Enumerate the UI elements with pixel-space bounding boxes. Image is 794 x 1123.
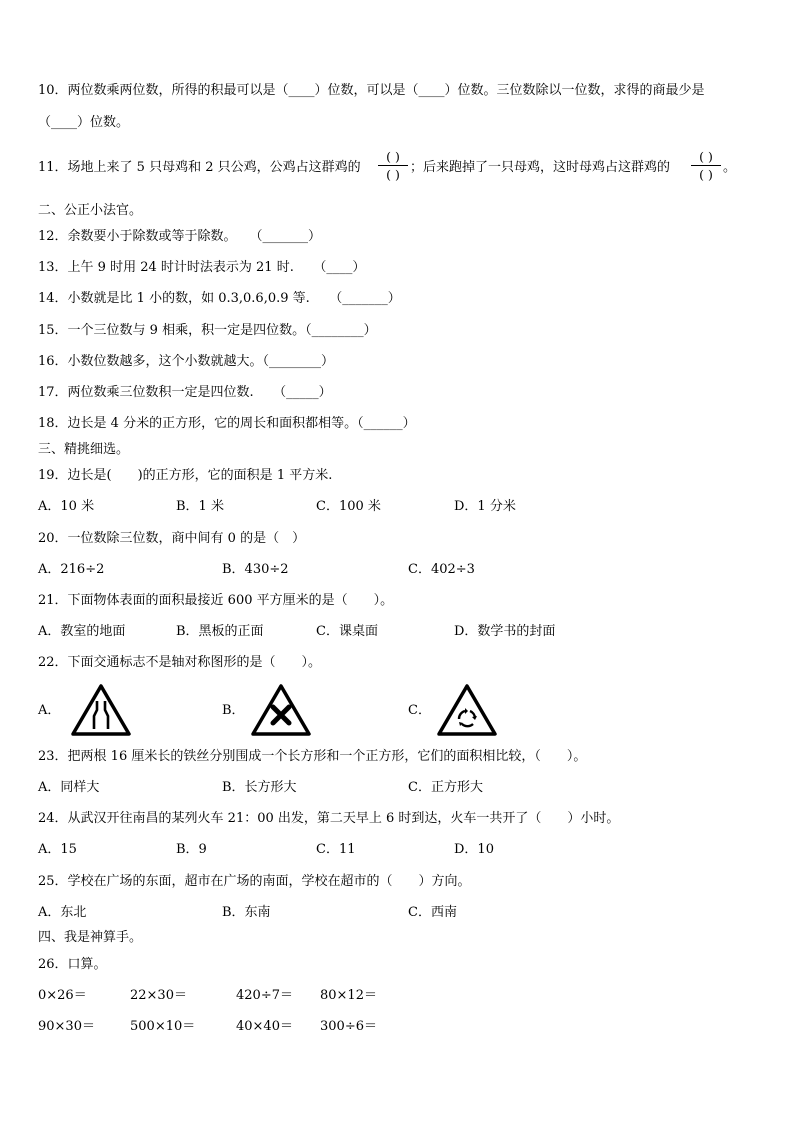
q25-stem: 25．学校在广场的东面，超市在广场的南面，学校在超市的（ ）方向。 xyxy=(38,874,471,889)
q11-part2: ；后来跑掉了一只母鸡，这时母鸡占这群鸡的 xyxy=(410,160,671,175)
judge-item-14: 14．小数就是比 1 小的数，如 0.3,0.6,0.9 等. （_______） xyxy=(38,291,401,306)
q24-option-b: B．9 xyxy=(176,842,207,857)
q23-option-a: A．同样大 xyxy=(38,780,100,795)
q11-fraction-2: ( ) ( ) xyxy=(691,149,721,182)
q19-option-d: D．1 分米 xyxy=(454,499,516,514)
q25-option-b: B．东南 xyxy=(222,905,271,920)
q19-option-c: C．100 米 xyxy=(316,499,381,514)
q22-option-c: C． xyxy=(408,703,431,718)
q23-stem: 23．把两根 16 厘米长的铁丝分别围成一个长方形和一个正方形，它们的面积相比较，（ ）。 xyxy=(38,749,587,764)
q24-option-c: C．11 xyxy=(316,842,356,857)
q26-calc-item: 90×30＝ xyxy=(38,1019,95,1034)
section-title-4: 四、我是神算手。 xyxy=(38,930,143,945)
q10-line2: （____）位数。 xyxy=(38,115,130,130)
q23-option-c: C．正方形大 xyxy=(408,780,483,795)
q26-calc-item: 80×12＝ xyxy=(320,988,377,1003)
q25-option-c: C．西南 xyxy=(408,905,457,920)
q21-option-c: C．课桌面 xyxy=(316,624,378,639)
q19-stem: 19．边长是( )的正方形，它的面积是 1 平方米. xyxy=(38,468,333,483)
q26-calc-item: 420÷7＝ xyxy=(236,988,293,1003)
q26-stem: 26．口算。 xyxy=(38,957,107,972)
judge-item-12: 12．余数要小于除数或等于除数。 （_______） xyxy=(38,229,322,244)
q24-option-a: A．15 xyxy=(38,842,77,857)
q20-option-c: C．402÷3 xyxy=(408,562,475,577)
judge-item-16: 16．小数位数越多，这个小数就越大。（________） xyxy=(38,354,335,369)
q20-option-a: A．216÷2 xyxy=(38,562,105,577)
q26-calc-item: 22×30＝ xyxy=(130,988,187,1003)
roundabout-sign-icon xyxy=(436,683,498,737)
q11-part3: 。 xyxy=(723,160,737,175)
judge-item-15: 15．一个三位数与 9 相乘，积一定是四位数。（________） xyxy=(38,323,377,338)
section-title-2: 二、公正小法官。 xyxy=(38,203,143,218)
judge-item-13: 13．上午 9 时用 24 时计时法表示为 21 时. （____） xyxy=(38,260,366,275)
q26-calc-item: 300÷6＝ xyxy=(320,1019,377,1034)
q11-part1: 11．场地上来了 5 只母鸡和 2 只公鸡，公鸡占这群鸡的 xyxy=(38,160,361,175)
q21-stem: 21．下面物体表面的面积最接近 600 平方厘米的是（ ）。 xyxy=(38,593,394,608)
judge-item-18: 18．边长是 4 分米的正方形，它的周长和面积都相等。（______） xyxy=(38,416,416,431)
q21-option-d: D．数学书的封面 xyxy=(454,624,556,639)
q10-line1: 10．两位数乘两位数，所得的积最可以是（____）位数，可以是（____）位数。三位数除以一位数，求得的商最少是 xyxy=(38,83,705,98)
narrowing-road-sign-icon xyxy=(70,683,132,737)
q20-stem: 20．一位数除三位数，商中间有 0 的是（ ） xyxy=(38,531,306,546)
crossroads-warning-sign-icon xyxy=(250,683,312,737)
judge-item-17: 17．两位数乘三位数积一定是四位数. （_____） xyxy=(38,385,332,400)
q21-option-a: A．教室的地面 xyxy=(38,624,126,639)
q26-calc-item: 0×26＝ xyxy=(38,988,87,1003)
q11-fraction-1: ( ) ( ) xyxy=(378,149,408,182)
q20-option-b: B．430÷2 xyxy=(222,562,289,577)
q23-option-b: B．长方形大 xyxy=(222,780,297,795)
q26-calc-item: 40×40＝ xyxy=(236,1019,293,1034)
q21-option-b: B．黑板的正面 xyxy=(176,624,264,639)
q22-stem: 22．下面交通标志不是轴对称图形的是（ ）。 xyxy=(38,655,322,670)
q26-calc-item: 500×10＝ xyxy=(130,1019,196,1034)
q19-option-b: B．1 米 xyxy=(176,499,224,514)
q24-option-d: D．10 xyxy=(454,842,494,857)
section-title-3: 三、精挑细选。 xyxy=(38,442,130,457)
q24-stem: 24．从武汉开往南昌的某列火车 21：00 出发，第二天早上 6 时到达，火车一共开了（ ）小时。 xyxy=(38,811,620,826)
q22-option-a: A． xyxy=(38,703,61,718)
q22-option-b: B． xyxy=(222,703,245,718)
q19-option-a: A．10 米 xyxy=(38,499,95,514)
q25-option-a: A．东北 xyxy=(38,905,87,920)
